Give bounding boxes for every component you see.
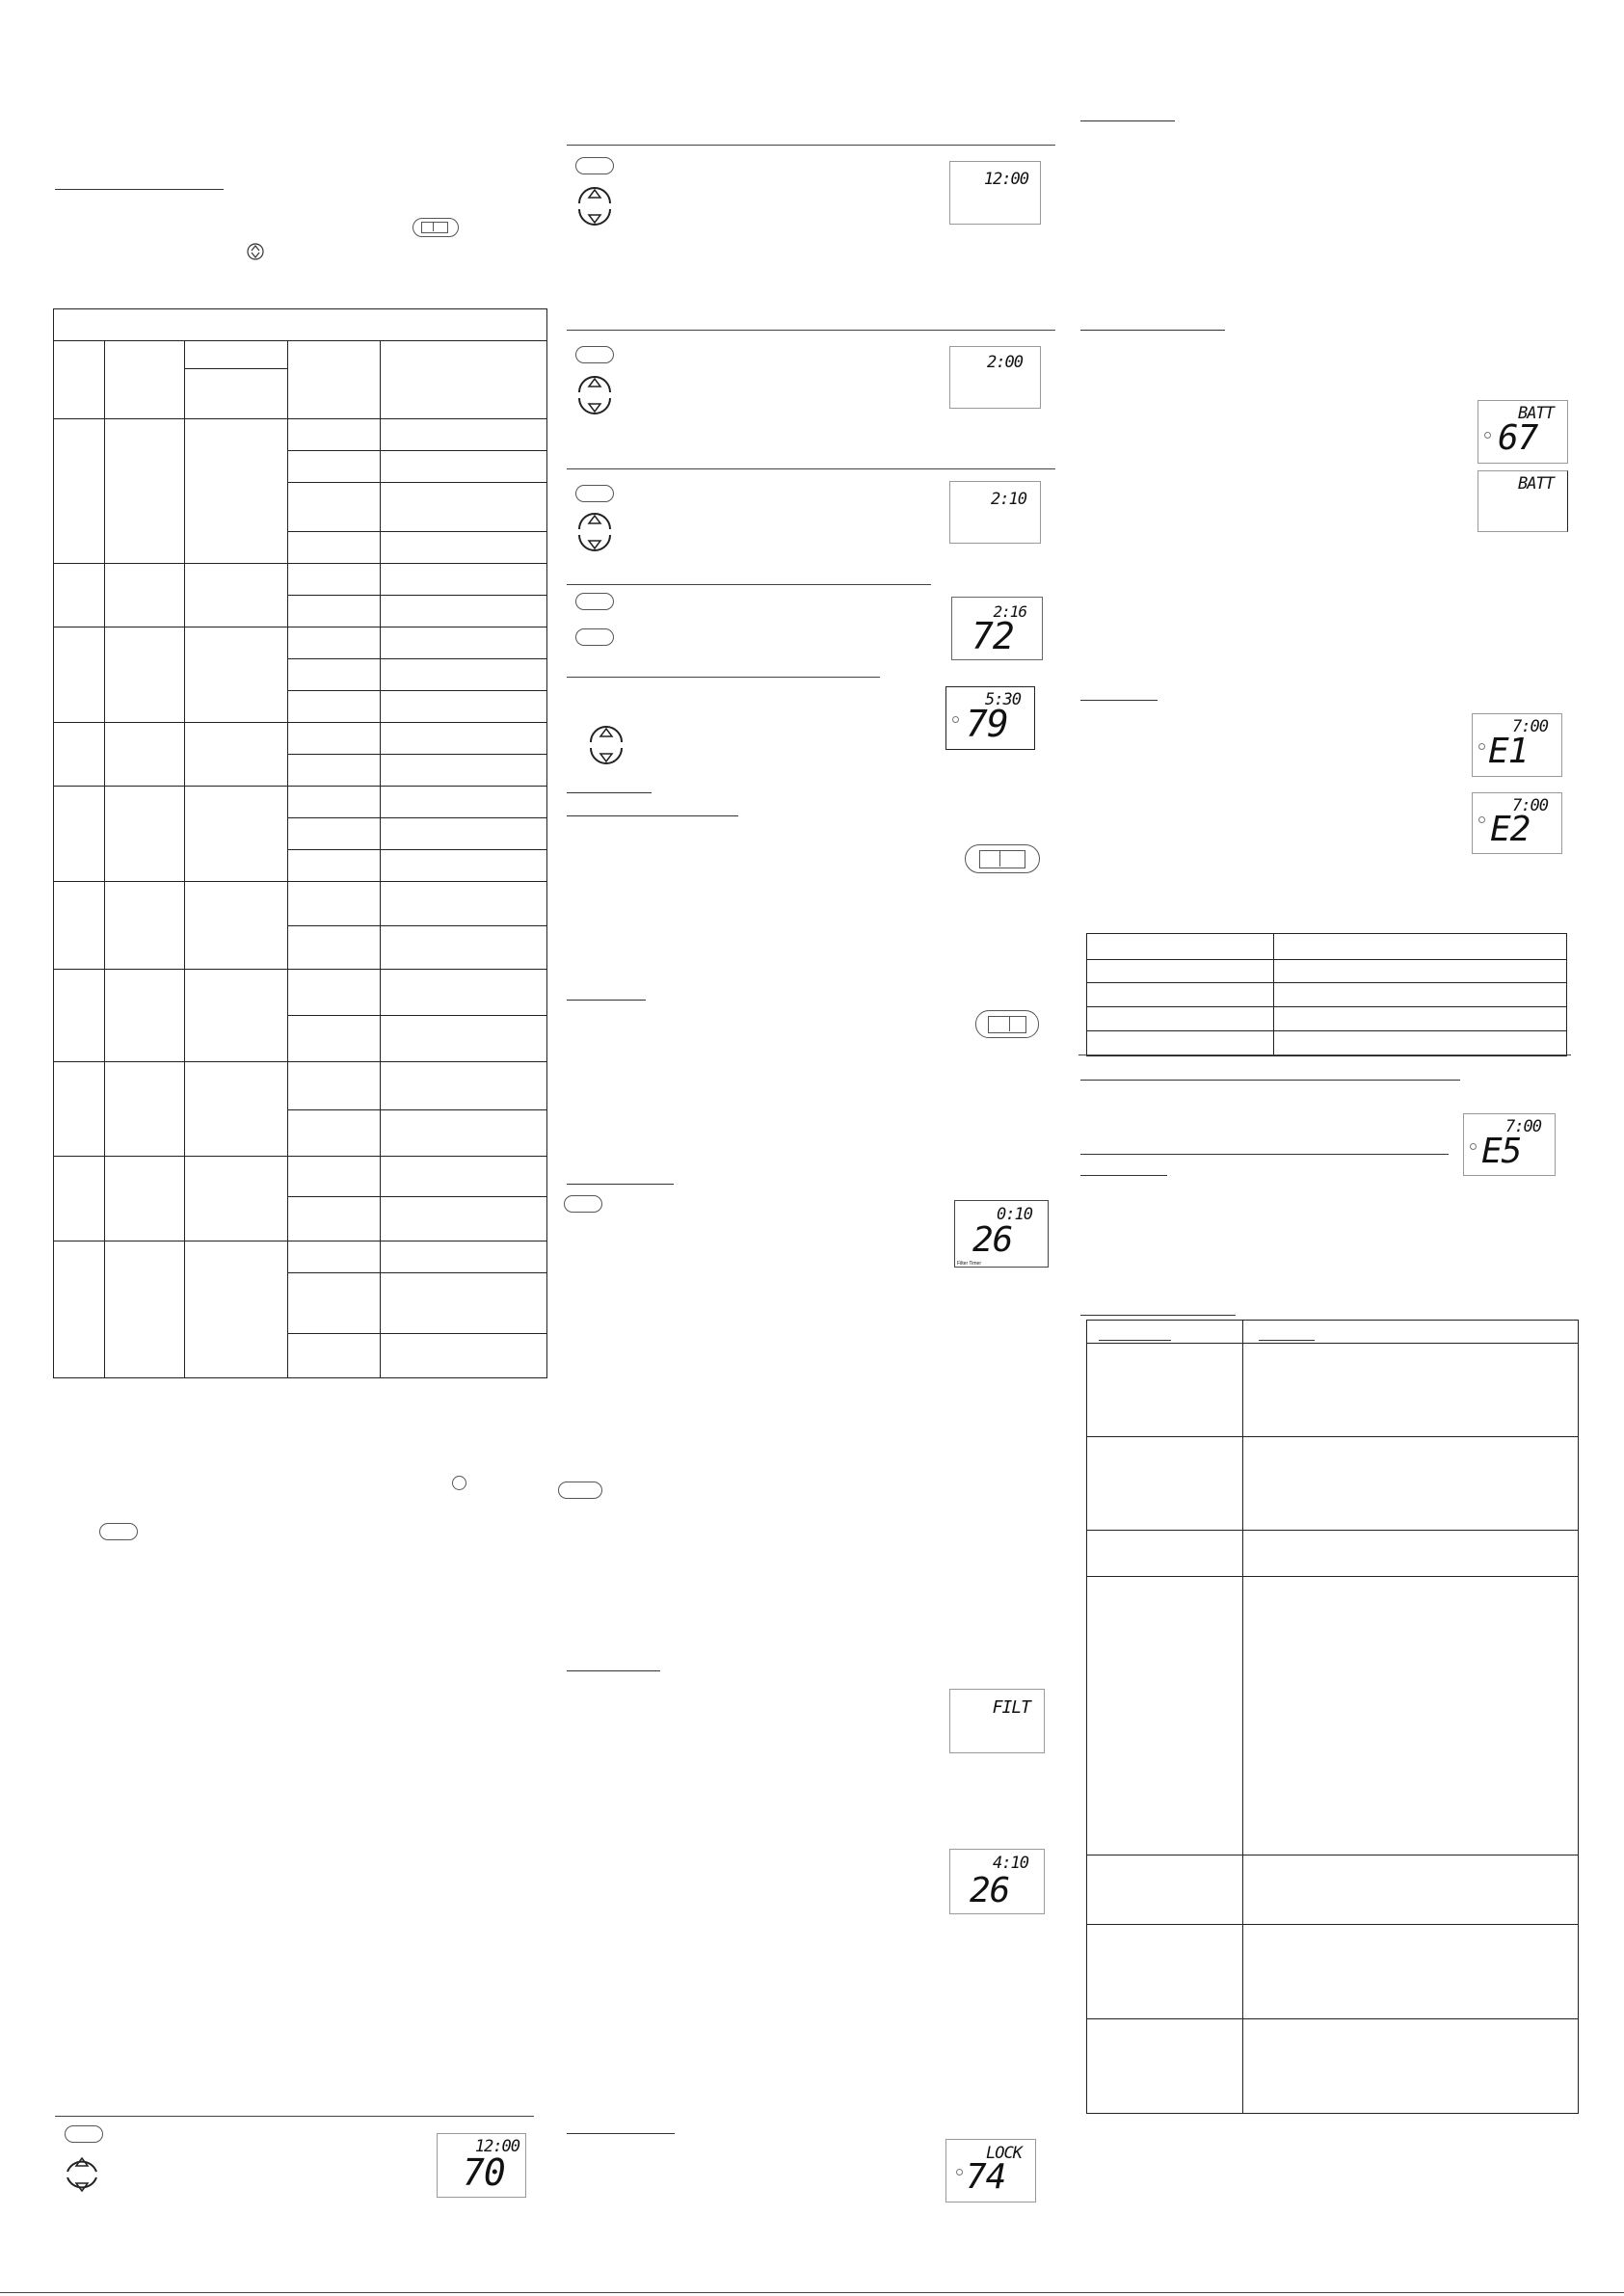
display-temperature: 70	[463, 2151, 505, 2194]
lcd-display	[437, 2133, 526, 2198]
section-rule	[567, 677, 880, 678]
up-down-arrow-icon	[575, 183, 614, 229]
section-heading-underline	[567, 1000, 646, 1001]
round-button-icon	[452, 1476, 466, 1490]
display-temperature: 67	[1498, 418, 1538, 458]
up-down-arrow-icon	[64, 2152, 100, 2197]
section-heading-underline	[1080, 1175, 1167, 1176]
lcd-display	[1472, 792, 1562, 854]
section-heading-underline	[1080, 1080, 1460, 1081]
section-heading-underline	[55, 189, 224, 190]
display-error-code: E5	[1481, 1132, 1522, 1171]
display-word: BATT	[1518, 474, 1554, 494]
display-time: 5:30	[985, 690, 1021, 709]
section-heading-underline	[567, 815, 738, 816]
section-rule	[567, 330, 1055, 331]
lcd-display	[1478, 400, 1568, 464]
lcd-display	[949, 481, 1041, 544]
display-word: BATT	[1518, 404, 1554, 423]
indicator-dot	[952, 716, 959, 723]
indicator-dot	[956, 2169, 963, 2176]
error-code-table	[1086, 933, 1567, 1056]
section-rule	[567, 584, 931, 585]
lcd-display	[945, 686, 1035, 750]
button-icon	[575, 628, 614, 646]
section-heading-underline	[567, 1184, 674, 1185]
button-icon	[564, 1195, 602, 1213]
section-rule	[567, 145, 1055, 146]
lcd-display	[949, 161, 1041, 225]
display-word: FILT	[992, 1697, 1030, 1718]
display-temperature: 79	[966, 703, 1008, 745]
display-temperature: 26	[972, 1220, 1013, 1260]
up-down-arrow-icon	[575, 509, 614, 555]
section-heading-underline	[567, 792, 652, 793]
display-time: 12:00	[474, 2137, 519, 2156]
section-heading-underline	[567, 1670, 660, 1671]
display-temperature: 26	[970, 1871, 1010, 1910]
display-time: 7:00	[1512, 796, 1548, 815]
button-icon	[575, 593, 614, 610]
section-heading-underline	[1080, 330, 1225, 331]
indicator-dot	[1478, 743, 1485, 750]
section-rule	[55, 2116, 534, 2117]
section-rule	[567, 468, 1055, 469]
lcd-display	[949, 346, 1041, 409]
display-time: 7:00	[1512, 717, 1548, 736]
display-time: 12:00	[983, 170, 1028, 189]
section-heading-underline	[1080, 120, 1175, 121]
display-temperature: 72	[972, 615, 1014, 657]
up-down-arrow-icon	[587, 721, 626, 769]
lcd-display	[1463, 1113, 1556, 1176]
lcd-display	[949, 1849, 1045, 1914]
indicator-dot	[1470, 1143, 1477, 1150]
display-error-code: E1	[1488, 732, 1529, 771]
section-heading-underline	[1080, 1315, 1236, 1316]
display-error-code: E2	[1490, 810, 1531, 849]
button-icon	[65, 2125, 103, 2143]
slide-switch-icon	[965, 844, 1040, 873]
section-heading-underline	[1080, 700, 1158, 701]
button-icon	[575, 157, 614, 174]
up-down-arrow-icon	[575, 372, 614, 418]
button-icon	[99, 1523, 138, 1540]
display-time: 0:10	[997, 1205, 1032, 1224]
display-temperature: 74	[966, 2157, 1006, 2197]
display-time: 4:10	[993, 1854, 1028, 1873]
section-heading-underline	[567, 2133, 675, 2134]
lcd-display	[945, 2139, 1036, 2203]
lcd-display	[1472, 713, 1562, 777]
button-icon	[558, 1482, 602, 1499]
display-label: Filter Timer	[957, 1261, 981, 1267]
lcd-display	[951, 597, 1043, 660]
section-heading-underline	[1080, 1154, 1449, 1155]
column-heading-underline	[1259, 1340, 1315, 1341]
slide-switch-icon	[413, 218, 459, 237]
display-time: 2:16	[993, 602, 1026, 621]
lcd-display	[949, 1689, 1045, 1753]
up-down-arrow-icon	[247, 242, 264, 261]
display-time: 2:10	[991, 490, 1026, 509]
page-bottom-rule	[0, 2292, 1624, 2293]
indicator-dot	[1484, 432, 1491, 439]
troubleshooting-table	[1086, 1320, 1579, 2114]
lcd-display	[954, 1200, 1049, 1268]
display-time: 7:00	[1505, 1117, 1541, 1136]
lcd-display	[1478, 470, 1568, 532]
button-icon	[575, 485, 614, 502]
display-time: 2:00	[987, 353, 1023, 372]
indicator-dot	[1478, 816, 1485, 823]
button-icon	[575, 346, 614, 363]
installer-settings-table	[53, 308, 547, 1378]
display-word: LOCK	[986, 2144, 1022, 2163]
column-heading-underline	[1099, 1340, 1171, 1341]
slide-switch-icon	[975, 1010, 1039, 1038]
